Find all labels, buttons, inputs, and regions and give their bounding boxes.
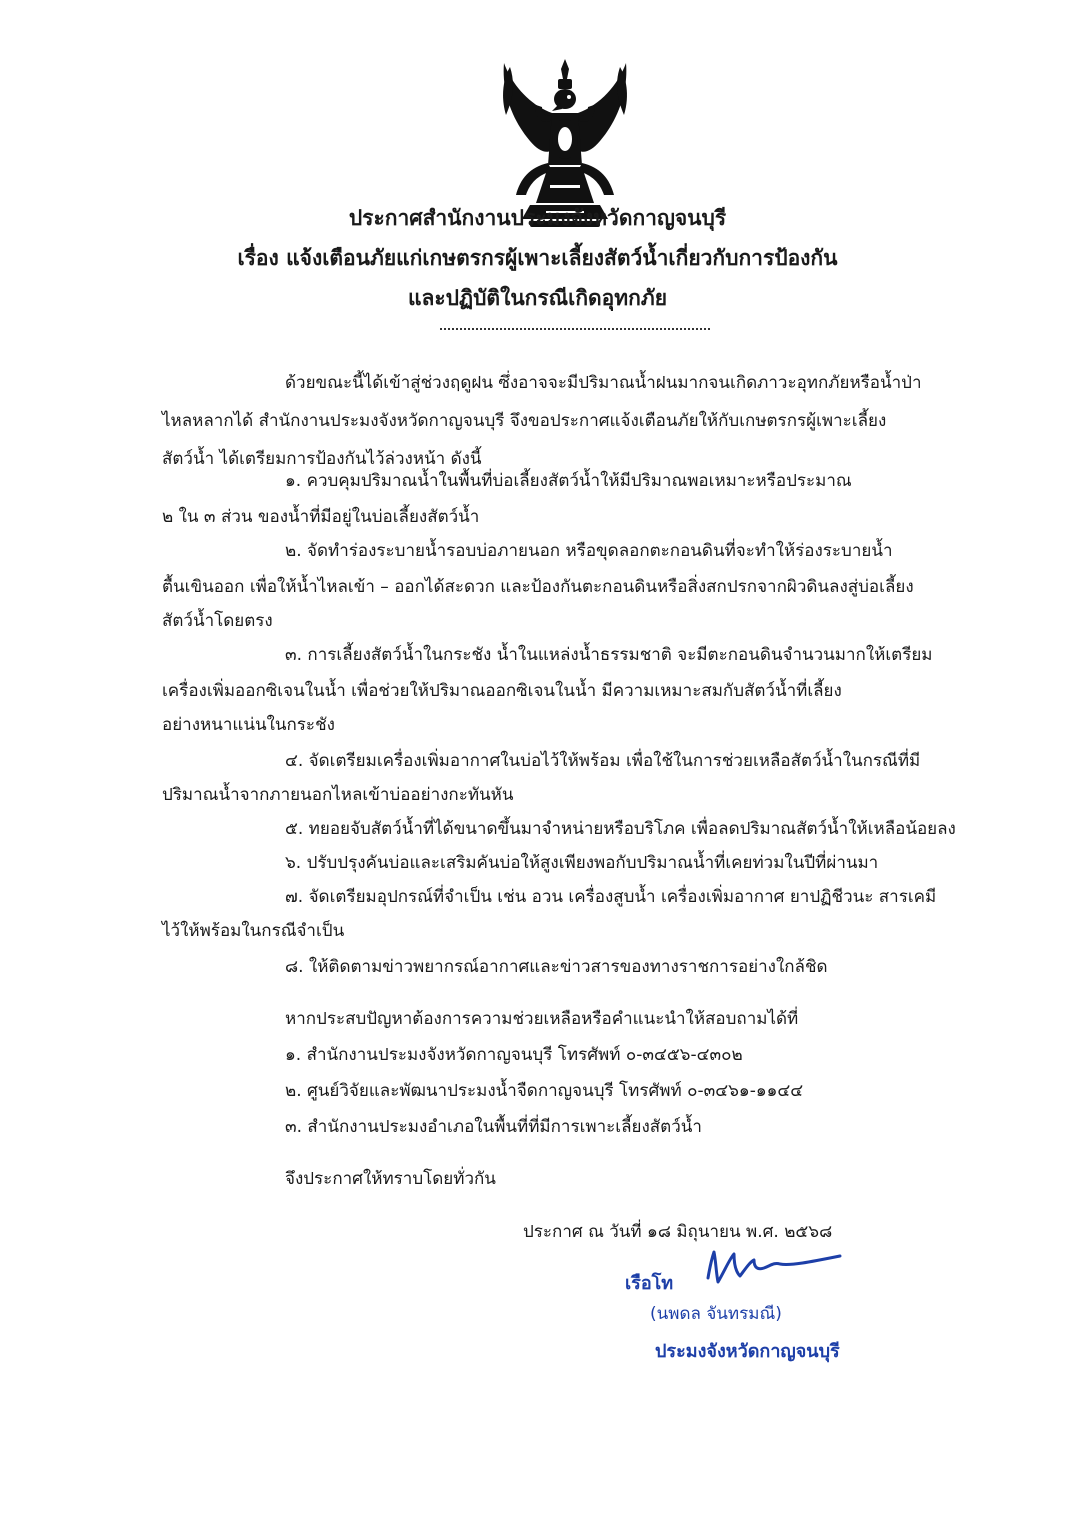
contact-3: ๓. สำนักงานประมงอำเภอในพื้นที่ที่มีการเพาะเลี้ยงสัตว์น้ำ — [285, 1117, 702, 1137]
signatory-name: (นพดล จันทรมณี) — [650, 1304, 782, 1324]
intro-line-2: ไหลหลากได้ สำนักงานประมงจังหวัดกาญจนบุรี จึงขอประกาศแจ้งเตือนภัยให้กับเกษตรกรผู้เพาะเลี้ยง — [162, 411, 887, 431]
item-5: ๕. ทยอยจับสัตว์น้ำที่ได้ขนาดขึ้นมาจำหน่ายหรือบริโภค เพื่อลดปริมาณสัตว์น้ำให้เหลือน้อยลง — [285, 819, 956, 839]
item-4-line-2: ปริมาณน้ำจากภายนอกไหลเข้าบ่ออย่างกะทันหัน — [162, 785, 514, 805]
item-8: ๘. ให้ติดตามข่าวพยากรณ์อากาศและข่าวสารของทางราชการอย่างใกล้ชิด — [285, 957, 828, 977]
dotted-divider — [440, 328, 710, 330]
item-6: ๖. ปรับปรุงคันบ่อและเสริมคันบ่อให้สูงเพียงพอกับปริมาณน้ำที่เคยท่วมในปีที่ผ่านมา — [285, 853, 879, 873]
subject-line-continued: และปฏิบัติในกรณีเกิดอุทกภัย — [407, 286, 667, 310]
item-2-line-3: สัตว์น้ำโดยตรง — [162, 611, 273, 631]
item-3-line-3: อย่างหนาแน่นในกระชัง — [162, 715, 335, 735]
signatory-position: ประมงจังหวัดกาญจนบุรี — [655, 1341, 840, 1362]
subject-line: เรื่อง แจ้งเตือนภัยแก่เกษตรกรผู้เพาะเลี้ยงสัตว์น้ำเกี่ยวกับการป้องกัน — [237, 246, 838, 270]
item-1-line-1: ๑. ควบคุมปริมาณน้ำในพื้นที่บ่อเลี้ยงสัตว์น้ำให้มีปริมาณพอเหมาะหรือประมาณ — [285, 471, 852, 491]
announcement-date: ประกาศ ณ วันที่ ๑๘ มิถุนายน พ.ศ. ๒๕๖๘ — [523, 1222, 833, 1242]
item-4-line-1: ๔. จัดเตรียมเครื่องเพิ่มอากาศในบ่อไว้ให้พร้อม เพื่อใช้ในการช่วยเหลือสัตว์น้ำในกรณีที่มี — [285, 751, 921, 771]
item-2-line-2: ตื้นเขินออก เพื่อให้น้ำไหลเข้า – ออกได้สะดวก และป้องกันตะกอนดินหรือสิ่งสกปรกจากผิวดินลงสู่บ่อเลี้ยง — [162, 577, 914, 597]
item-7-line-2: ไว้ให้พร้อมในกรณีจำเป็น — [162, 921, 345, 941]
handwritten-signature — [700, 1238, 850, 1298]
item-7-line-1: ๗. จัดเตรียมอุปกรณ์ที่จำเป็น เช่น อวน เครื่องสูบน้ำ เครื่องเพิ่มอากาศ ยาปฏิชีวนะ สารเคมี — [285, 887, 937, 907]
intro-line-1: ด้วยขณะนี้ได้เข้าสู่ช่วงฤดูฝน ซึ่งอาจจะมีปริมาณน้ำฝนมากจนเกิดภาวะอุทกภัยหรือน้ำป่า — [285, 373, 922, 393]
contact-2: ๒. ศูนย์วิจัยและพัฒนาประมงน้ำจืดกาญจนบุรี โทรศัพท์ ๐-๓๔๖๑-๑๑๔๔ — [285, 1081, 804, 1101]
announcement-title: ประกาศสำนักงานประมงจังหวัดกาญจนบุรี — [348, 206, 727, 230]
closing-statement: จึงประกาศให้ทราบโดยทั่วกัน — [285, 1169, 496, 1189]
signatory-rank: เรือโท — [625, 1273, 674, 1294]
item-3-line-1: ๓. การเลี้ยงสัตว์น้ำในกระชัง น้ำในแหล่งน้ำธรรมชาติ จะมีตะกอนดินจำนวนมากให้เตรียม — [285, 645, 933, 665]
item-3-line-2: เครื่องเพิ่มออกซิเจนในน้ำ เพื่อช่วยให้ปริมาณออกซิเจนในน้ำ มีความเหมาะสมกับสัตว์น้ำที่เลี้ยง — [162, 681, 842, 701]
item-1-line-2: ๒ ใน ๓ ส่วน ของน้ำที่มีอยู่ในบ่อเลี้ยงสัตว์น้ำ — [162, 507, 480, 527]
intro-line-3: สัตว์น้ำ ได้เตรียมการป้องกันไว้ล่วงหน้า ดังนี้ — [162, 449, 482, 469]
contact-intro: หากประสบปัญหาต้องการความช่วยเหลือหรือคำแนะนำให้สอบถามได้ที่ — [285, 1009, 799, 1029]
item-2-line-1: ๒. จัดทำร่องระบายน้ำรอบบ่อภายนอก หรือขุดลอกตะกอนดินที่จะทำให้ร่องระบายน้ำ — [285, 541, 893, 561]
contact-1: ๑. สำนักงานประมงจังหวัดกาญจนบุรี โทรศัพท์ ๐-๓๔๕๖-๔๓๐๒ — [285, 1045, 743, 1065]
